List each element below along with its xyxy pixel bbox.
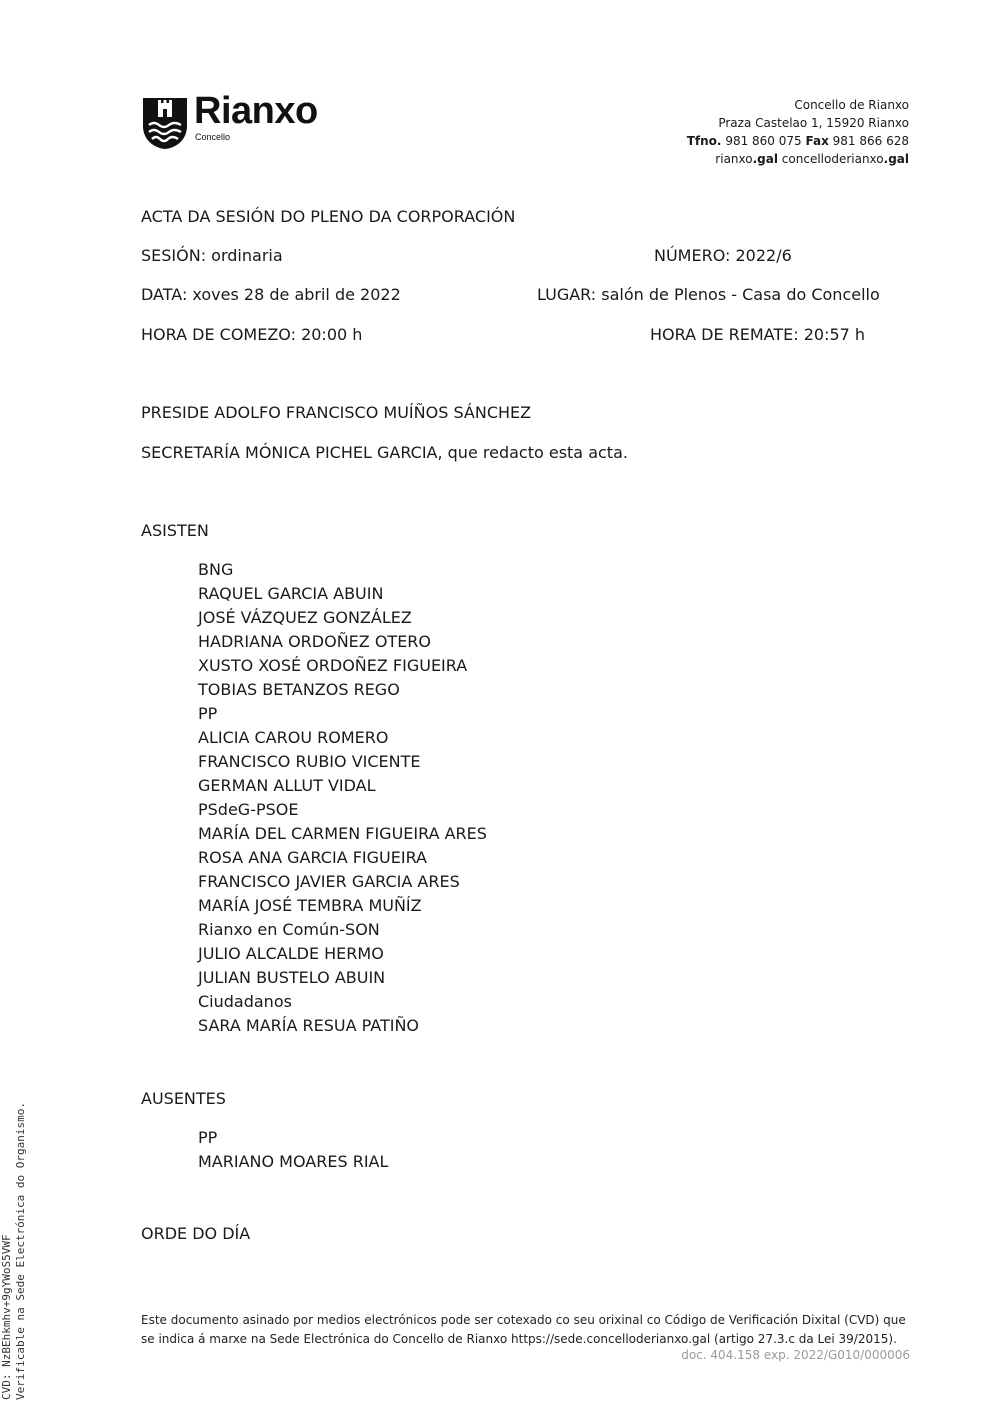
doc-title: ACTA DA SESIÓN DO PLENO DA CORPORACIÓN [141, 207, 516, 226]
list-item: JULIO ALCALDE HERMO [198, 944, 384, 963]
list-item: Ciudadanos [198, 992, 292, 1011]
secretary-line: SECRETARÍA MÓNICA PICHEL GARCIA, que redacto esta acta. [141, 443, 628, 462]
list-item: TOBIAS BETANZOS REGO [198, 680, 400, 699]
list-item: FRANCISCO RUBIO VICENTE [198, 752, 421, 771]
session-date: DATA: xoves 28 de abril de 2022 [141, 285, 401, 304]
concello-logo [142, 90, 352, 152]
list-item: MARIANO MOARES RIAL [198, 1152, 389, 1171]
footer-notice: Este documento asinado por medios electrónicos pode ser cotexado co seu orixinal co Código de Verificación Dixital (CVD) que se indica á marxe na Sede Electrónica do Concello de Rianxo https://sede.concelloderianxo.gal (artigo 27.3.c da Lei 39/2015). [141, 1313, 906, 1346]
list-item: HADRIANA ORDOÑEZ OTERO [198, 632, 432, 651]
castle-shield-icon [142, 96, 188, 150]
web1-name[interactable]: rianxo [715, 152, 753, 166]
start-time: HORA DE COMEZO: 20:00 h [141, 325, 363, 344]
tel-label: Tfno. [686, 134, 722, 148]
list-item: RAQUEL GARCIA ABUIN [198, 584, 384, 603]
web2-name[interactable]: concelloderianxo [781, 152, 884, 166]
contact-org: Concello de Rianxo [794, 98, 909, 112]
attendees-list [198, 558, 487, 1038]
cvd-code: CVD: NzBEhkmhv+9gYWoS5VWF [0, 1234, 13, 1400]
web1-tld[interactable]: .gal [752, 152, 778, 166]
list-item: MARÍA DEL CARMEN FIGUEIRA ARES [198, 824, 487, 843]
session-place: LUGAR: salón de Plenos - Casa do Concello [537, 285, 880, 304]
list-item: PP [198, 704, 218, 723]
list-item: PSdeG-PSOE [198, 800, 299, 819]
attendees-heading: ASISTEN [141, 521, 209, 540]
list-item: JOSÉ VÁZQUEZ GONZÁLEZ [198, 608, 412, 627]
session-type: SESIÓN: ordinaria [141, 246, 283, 265]
logo-subtitle: Concello [195, 132, 231, 142]
agenda-heading: ORDE DO DÍA [141, 1224, 251, 1243]
list-item: JULIAN BUSTELO ABUIN [198, 968, 386, 987]
session-number: NÚMERO: 2022/6 [654, 246, 792, 265]
contact-address: Praza Castelao 1, 15920 Rianxo [718, 116, 909, 130]
contact-web-line [687, 150, 909, 168]
list-item: GERMAN ALLUT VIDAL [198, 776, 376, 795]
list-item: Rianxo en Común-SON [198, 920, 380, 939]
absent-heading: AUSENTES [141, 1089, 226, 1108]
list-item: ROSA ANA GARCIA FIGUEIRA [198, 848, 427, 867]
fax-label: Fax [805, 134, 829, 148]
list-item: SARA MARÍA RESUA PATIÑO [198, 1016, 420, 1035]
absent-list [198, 1126, 388, 1174]
list-item: PP [198, 1128, 218, 1147]
list-item: XUSTO XOSÉ ORDOÑEZ FIGUEIRA [198, 656, 468, 675]
preside-line: PRESIDE ADOLFO FRANCISCO MUÍÑOS SÁNCHEZ [141, 403, 532, 422]
logo-wordmark: Rianxo [194, 90, 318, 132]
cvd-verify-text: Verificable na Sede Electrónica do Organismo. [14, 1101, 27, 1400]
cvd-margin [0, 1020, 28, 1400]
list-item: MARÍA JOSÉ TEMBRA MUÑÍZ [198, 896, 422, 915]
contact-phone-line [687, 132, 909, 150]
list-item: BNG [198, 560, 234, 579]
tel-number: 981 860 075 [725, 134, 802, 148]
contact-block [687, 96, 909, 168]
fax-number: 981 866 628 [832, 134, 909, 148]
document-reference: doc. 404.158 exp. 2022/G010/000006 [681, 1348, 910, 1362]
web2-tld[interactable]: .gal [883, 152, 909, 166]
list-item: FRANCISCO JAVIER GARCIA ARES [198, 872, 460, 891]
list-item: ALICIA CAROU ROMERO [198, 728, 389, 747]
end-time: HORA DE REMATE: 20:57 h [650, 325, 866, 344]
